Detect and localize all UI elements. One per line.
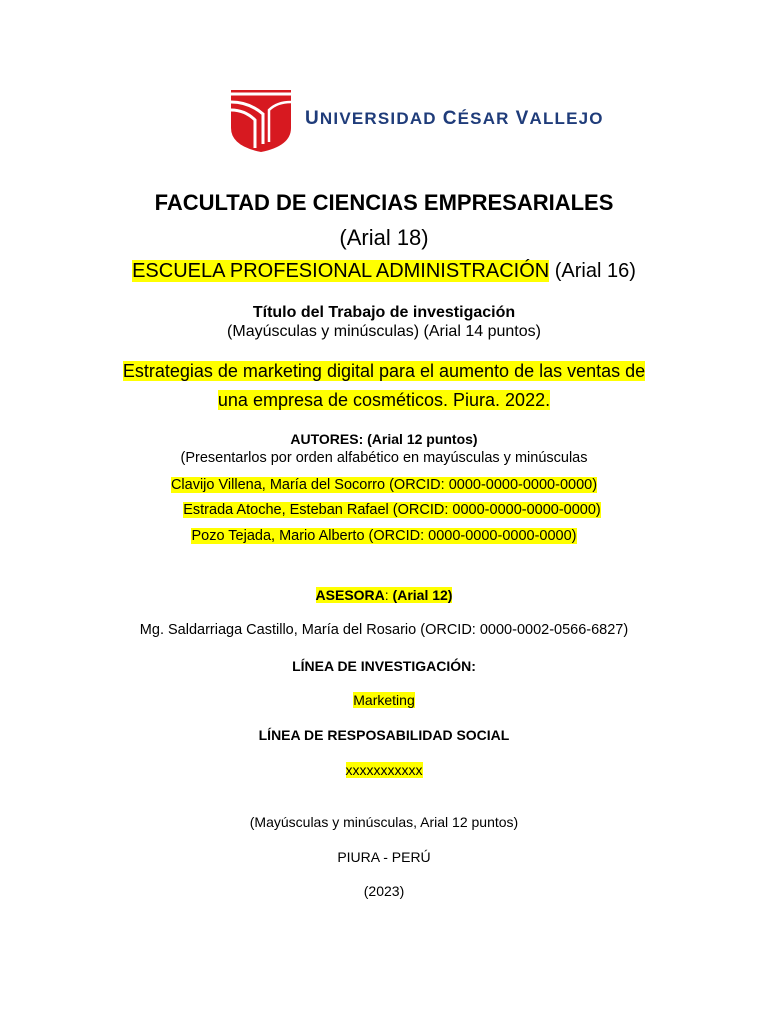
research-line-heading: LÍNEA DE INVESTIGACIÓN:: [292, 658, 476, 674]
advisor-name: Mg. Saldarriaga Castillo, María del Rosario (ORCID: 0000-0002-0566-6827): [139, 622, 629, 638]
work-title-heading: Título del Trabajo de investigación: [252, 304, 516, 321]
advisor-font-note: (Arial 12): [392, 587, 453, 603]
university-logo: [229, 88, 604, 154]
advisor-label: ASESORA: [315, 587, 385, 603]
advisor-heading: ASESORA: (Arial 12): [315, 587, 453, 603]
school-font-note: (Arial 16): [549, 260, 636, 282]
social-line-value: xxxxxxxxxxx: [345, 762, 423, 778]
school-name: ESCUELA PROFESIONAL ADMINISTRACIÓN: [132, 260, 550, 282]
university-shield-icon: [229, 88, 295, 154]
research-line-value: Marketing: [353, 692, 415, 708]
authors-note: (Presentarlos por orden alfabético en mayúsculas y minúsculas: [180, 450, 588, 466]
author-item: Clavijo Villena, María del Socorro (ORCID: 0000-0000-0000-0000): [170, 477, 598, 493]
footer-year: (2023): [363, 883, 405, 899]
faculty-font-note: (Arial 18): [339, 225, 429, 250]
authors-heading: AUTORES: (Arial 12 puntos): [290, 431, 478, 447]
thesis-title-line-1: Estrategias de marketing digital para el aumento de las ventas de: [122, 361, 646, 381]
author-item: Estrada Atoche, Esteban Rafael (ORCID: 0000-0000-0000-0000): [183, 502, 601, 518]
school-line: [0, 260, 768, 283]
thesis-title-line-2: una empresa de cosméticos. Piura. 2022.: [217, 390, 551, 410]
footer-note: (Mayúsculas y minúsculas, Arial 12 puntos): [249, 814, 519, 830]
footer-city: PIURA - PERÚ: [337, 849, 431, 865]
author-item: Pozo Tejada, Mario Alberto (ORCID: 0000-0000-0000-0000): [191, 528, 577, 544]
university-name: UNIVERSIDAD CÉSAR VALLEJO: [305, 108, 604, 129]
work-title-note: (Mayúsculas y minúsculas) (Arial 14 puntos): [227, 323, 541, 340]
faculty-title: FACULTAD DE CIENCIAS EMPRESARIALES: [154, 190, 614, 215]
social-line-heading: LÍNEA DE RESPOSABILIDAD SOCIAL: [258, 727, 510, 743]
